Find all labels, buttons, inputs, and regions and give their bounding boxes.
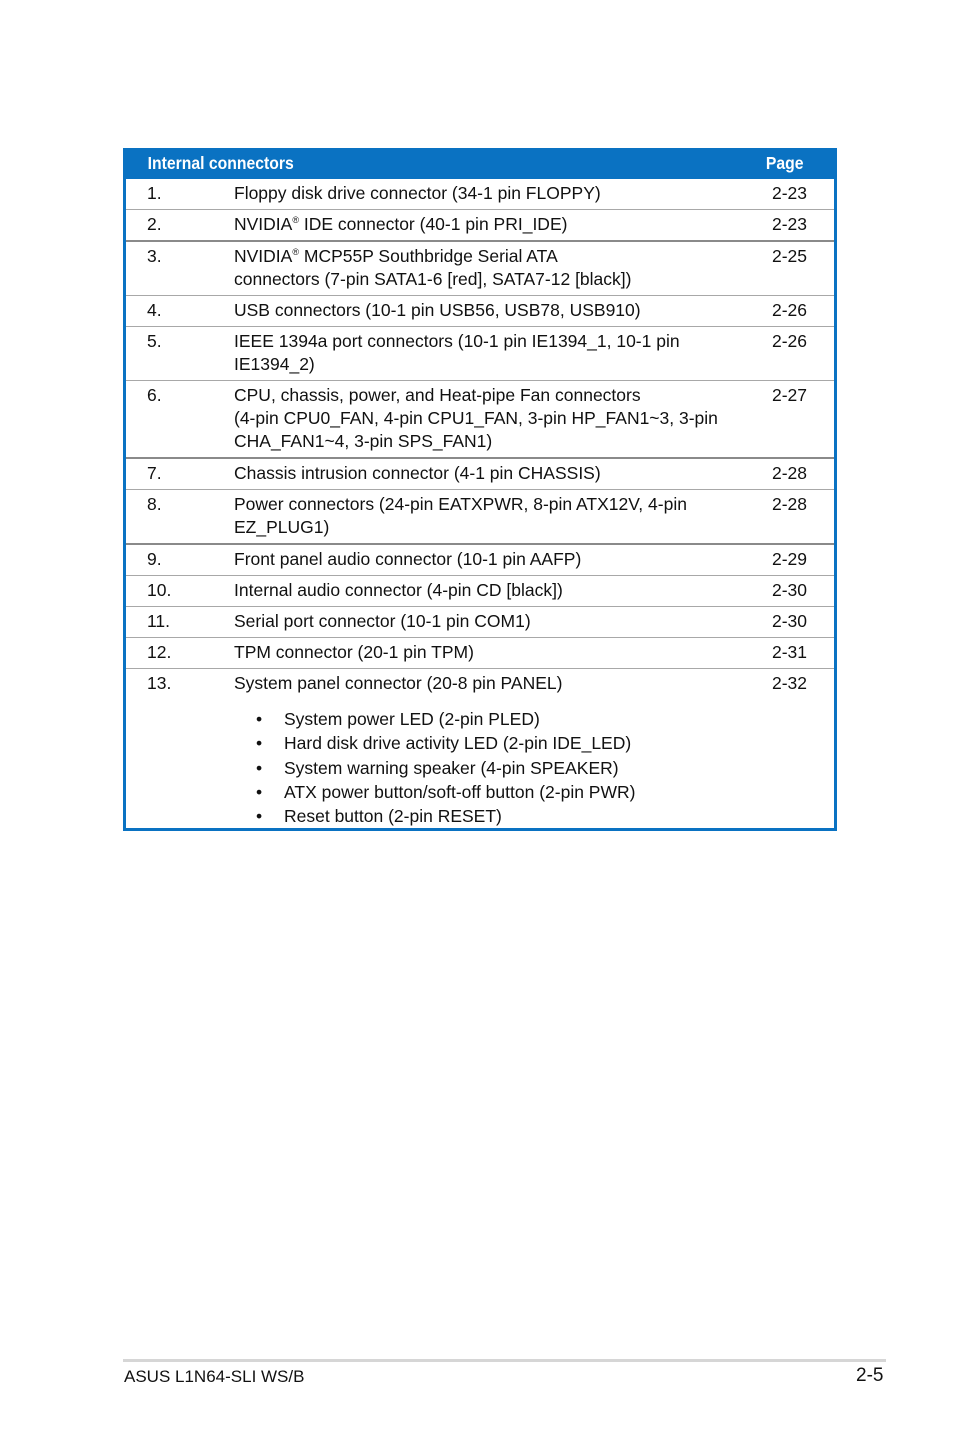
- list-item-text: ATX power button/soft-off button (2-pin PWR): [284, 781, 636, 802]
- row-line: (4-pin CPU0_FAN, 4-pin CPU1_FAN, 3-pin HP_FAN1~3, 3-pin: [234, 408, 718, 428]
- row-description: [234, 213, 724, 236]
- row-description: [234, 182, 724, 205]
- row-number: 5.: [147, 331, 162, 351]
- row-page: 2-26: [772, 331, 808, 351]
- registered-mark: ®: [292, 215, 299, 225]
- list-item: [234, 780, 724, 804]
- row-description: [234, 579, 724, 602]
- row-line: Power connectors (24-pin EATXPWR, 8-pin ATX12V, 4-pin: [234, 494, 687, 514]
- bullet-icon: •: [256, 781, 263, 802]
- row-page: 2-32: [772, 673, 808, 693]
- row-line: USB connectors (10-1 pin USB56, USB78, USB910): [234, 300, 641, 320]
- table-row: [126, 638, 834, 669]
- table-row: [126, 576, 834, 607]
- table-row: [126, 242, 834, 296]
- row-page: 2-30: [772, 611, 808, 631]
- table-row: [126, 490, 834, 545]
- list-item-text: Hard disk drive activity LED (2-pin IDE_LED): [284, 733, 632, 754]
- row-page: 2-31: [772, 642, 808, 662]
- header-page: Page: [765, 153, 804, 173]
- row-description: [234, 330, 724, 376]
- internal-connectors-table: [123, 148, 837, 831]
- row-line: connectors (7-pin SATA1-6 [red], SATA7-12 [black]): [234, 269, 632, 289]
- row-page: 2-28: [772, 494, 808, 514]
- table-row: [126, 327, 834, 381]
- row-number: 2.: [147, 214, 162, 234]
- row-description: [234, 384, 724, 453]
- row-description: [234, 493, 724, 539]
- bullet-icon: •: [256, 709, 263, 729]
- table-row: [126, 607, 834, 638]
- row-description: [234, 299, 724, 322]
- row-page: 2-25: [772, 246, 808, 266]
- row-page: 2-23: [772, 214, 808, 234]
- list-item-text: System power LED (2-pin PLED): [284, 709, 540, 729]
- table-row: [126, 210, 834, 242]
- row-line: System panel connector (20-8 pin PANEL): [234, 673, 563, 693]
- row-description: [234, 245, 724, 291]
- list-item: [234, 731, 724, 755]
- list-item-text: Reset button (2-pin RESET): [284, 806, 502, 827]
- table-row: [126, 669, 834, 828]
- table-row: [126, 179, 834, 210]
- row-line: [234, 245, 724, 268]
- footer-page-number: 2-5: [856, 1365, 884, 1386]
- row-description: [234, 610, 724, 633]
- table-row: [126, 381, 834, 459]
- row-description: [234, 462, 724, 485]
- panel-sub-list: [234, 707, 724, 828]
- row-line: IE1394_2): [234, 354, 315, 374]
- row-line: Chassis intrusion connector (4-1 pin CHASSIS): [234, 463, 601, 483]
- bullet-icon: •: [256, 806, 263, 827]
- row-line-rest: IDE connector (40-1 pin PRI_IDE): [299, 214, 568, 234]
- row-description: [234, 672, 724, 828]
- row-number: 11.: [147, 611, 171, 631]
- row-line: EZ_PLUG1): [234, 517, 330, 537]
- list-item: [234, 756, 724, 780]
- list-item-text: System warning speaker (4-pin SPEAKER): [284, 757, 619, 778]
- list-item: [234, 707, 724, 731]
- row-page: 2-28: [772, 463, 808, 483]
- row-line-rest: MCP55P Southbridge Serial ATA: [299, 246, 558, 266]
- row-line: CPU, chassis, power, and Heat-pipe Fan connectors: [234, 385, 641, 405]
- row-number: 6.: [147, 385, 162, 405]
- row-line: Floppy disk drive connector (34-1 pin FLOPPY): [234, 183, 601, 203]
- row-page: 2-27: [772, 385, 808, 405]
- row-number: 3.: [147, 246, 162, 266]
- row-number: 7.: [147, 463, 162, 483]
- footer-divider: [123, 1359, 886, 1362]
- row-line: Internal audio connector (4-pin CD [black]): [234, 580, 563, 600]
- brand-name: NVIDIA: [234, 246, 293, 266]
- table-row: [126, 296, 834, 327]
- row-number: 9.: [147, 549, 162, 569]
- row-page: 2-23: [772, 183, 808, 203]
- footer-product-name: ASUS L1N64-SLI WS/B: [124, 1367, 305, 1386]
- registered-mark: ®: [292, 247, 299, 257]
- header-title: Internal connectors: [147, 153, 294, 173]
- row-line: Front panel audio connector (10-1 pin AAFP): [234, 549, 582, 569]
- row-description: [234, 548, 724, 571]
- bullet-icon: •: [256, 733, 263, 754]
- row-line: CHA_FAN1~4, 3-pin SPS_FAN1): [234, 431, 493, 451]
- row-description: [234, 641, 724, 664]
- row-line: [234, 213, 724, 236]
- table-header: [126, 148, 835, 179]
- list-item: [234, 804, 724, 828]
- row-line: Serial port connector (10-1 pin COM1): [234, 611, 531, 631]
- row-page: 2-26: [772, 300, 808, 320]
- row-number: 12.: [147, 642, 172, 662]
- row-page: 2-29: [772, 549, 808, 569]
- table-row: [126, 459, 834, 490]
- table-row: [126, 545, 834, 576]
- row-number: 13.: [147, 673, 172, 693]
- bullet-icon: •: [256, 757, 263, 778]
- row-number: 1.: [147, 183, 162, 203]
- row-page: 2-30: [772, 580, 808, 600]
- row-number: 10.: [147, 580, 172, 600]
- row-line: TPM connector (20-1 pin TPM): [234, 642, 474, 662]
- brand-name: NVIDIA: [234, 214, 293, 234]
- row-number: 8.: [147, 494, 162, 514]
- row-number: 4.: [147, 300, 162, 320]
- row-line: IEEE 1394a port connectors (10-1 pin IE1394_1, 10-1 pin: [234, 331, 680, 351]
